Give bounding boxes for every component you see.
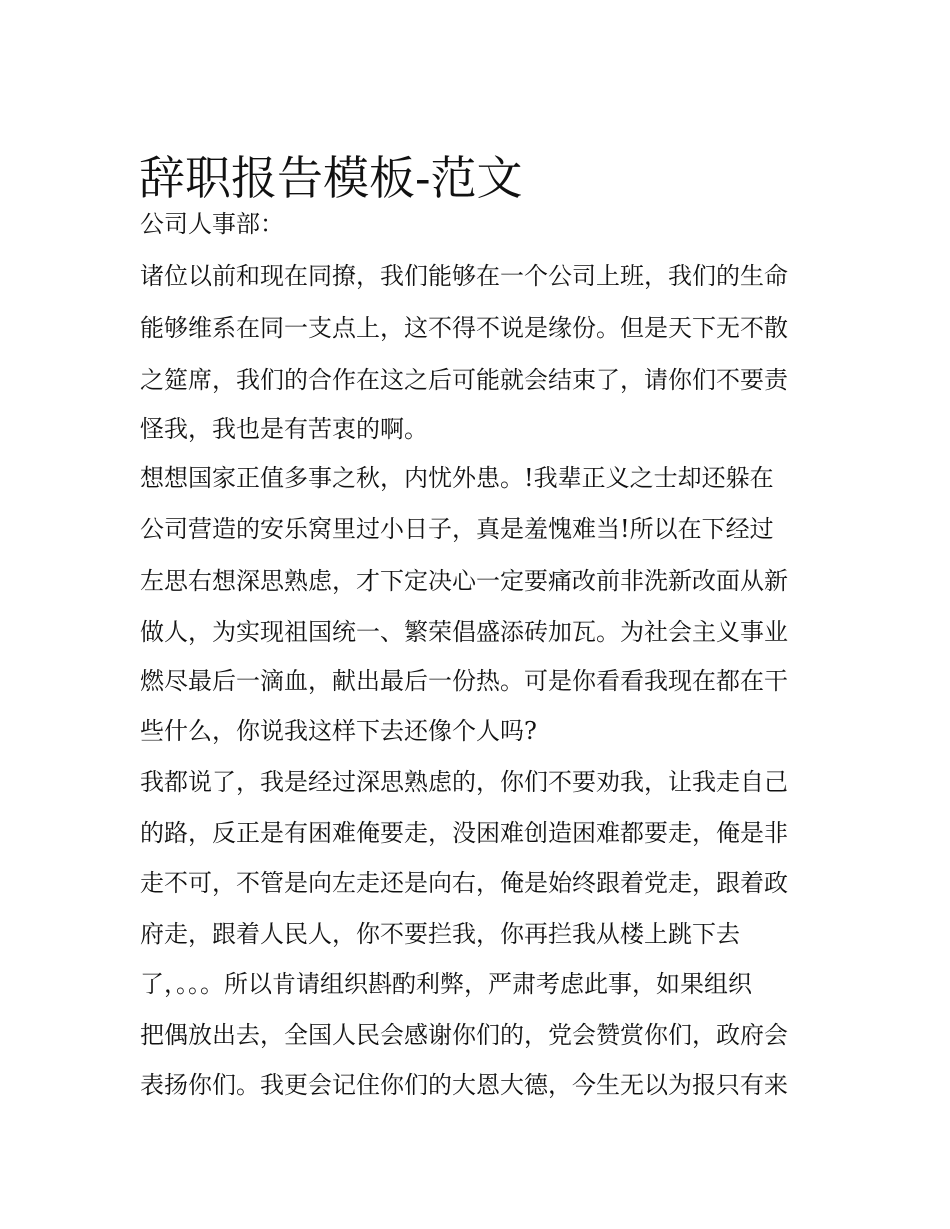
body-line: 之筵席，我们的合作在这之后可能就会结束了，请你们不要责 xyxy=(140,366,788,394)
body-line: 能够维系在同一支点上，这不得不说是缘份。但是天下无不散 xyxy=(140,314,788,342)
body-line: 府走，跟着人民人，你不要拦我，你再拦我从楼上跳下去 xyxy=(140,920,740,948)
body-line: 诸位以前和现在同撩，我们能够在一个公司上班，我们的生命 xyxy=(140,262,788,290)
body-line: 公司营造的安乐窝里过小日子，真是羞愧难当!所以在下经过 xyxy=(140,515,774,543)
body-line: 想想国家正值多事之秋，内忧外患。!我辈正义之士却还躲在 xyxy=(140,464,774,492)
body-line: 我都说了，我是经过深思熟虑的，你们不要劝我，让我走自己 xyxy=(140,768,788,796)
body-line: 怪我，我也是有苦衷的啊。 xyxy=(140,415,428,443)
body-line: 走不可，不管是向左走还是向右，俺是始终跟着党走，跟着政 xyxy=(140,869,788,897)
body-line: 燃尽最后一滴血，献出最后一份热。可是你看看我现在都在干 xyxy=(140,667,788,695)
body-line: 左思右想深思熟虑，才下定决心一定要痛改前非洗新改面从新 xyxy=(140,567,788,595)
body-line: 表扬你们。我更会记住你们的大恩大德，今生无以为报只有来 xyxy=(140,1071,788,1099)
document-title: 辞职报告模板-范文 xyxy=(139,150,523,205)
body-line: 了，。。。所以肯请组织斟酌利弊，严肃考虑此事，如果组织 xyxy=(140,970,752,998)
body-line-salutation: 公司人事部： xyxy=(140,210,284,238)
body-line: 把偶放出去，全国人民会感谢你们的，党会赞赏你们，政府会 xyxy=(140,1021,788,1049)
body-line: 做人，为实现祖国统一、繁荣倡盛添砖加瓦。为社会主义事业 xyxy=(140,618,788,646)
body-line: 些什么，你说我这样下去还像个人吗? xyxy=(140,717,537,745)
body-line: 的路，反正是有困难俺要走，没困难创造困难都要走，俺是非 xyxy=(140,819,788,847)
